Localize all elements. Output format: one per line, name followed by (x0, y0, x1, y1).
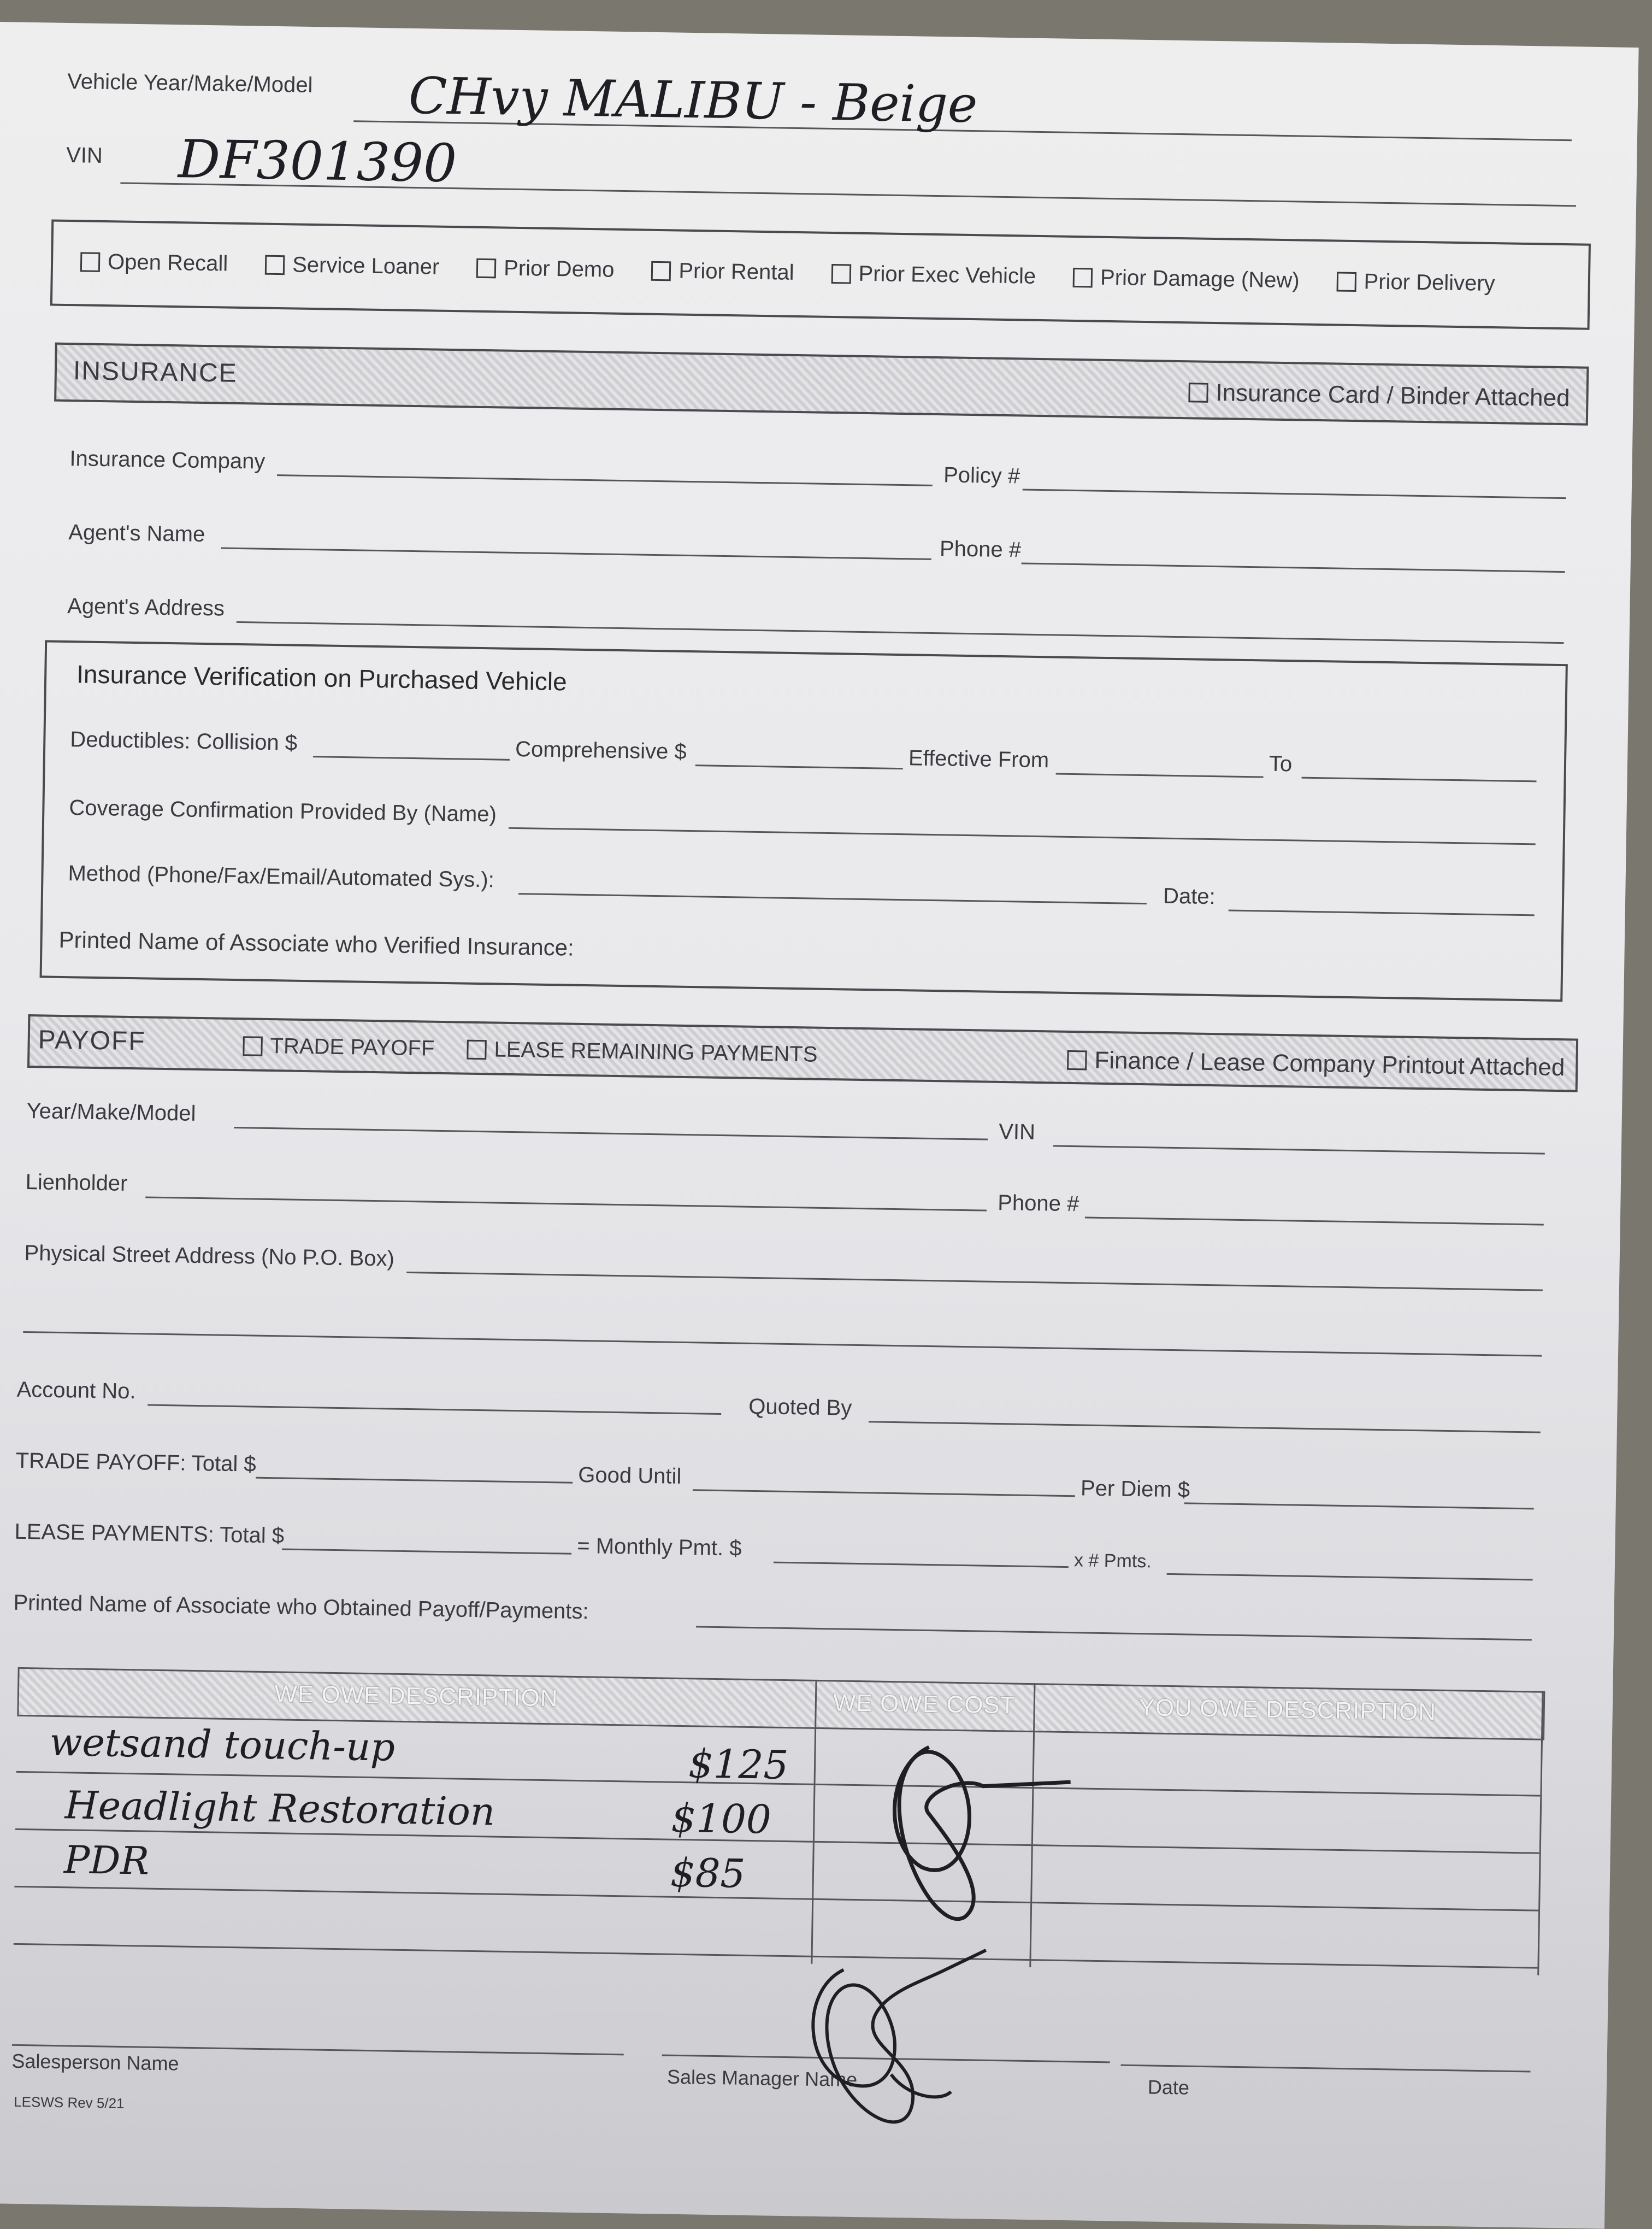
prior-exec-vehicle-checkbox[interactable]: Prior Exec Vehicle (831, 261, 1036, 289)
policy-label: Policy # (943, 463, 1020, 489)
manager-initials-signature (849, 1702, 1116, 1946)
row-line-2 (15, 1828, 1539, 1854)
sales-manager-signature (775, 1936, 1008, 2159)
verification-date-field[interactable] (1229, 910, 1535, 916)
policy-field[interactable] (1023, 489, 1566, 499)
form-page (0, 22, 1639, 2229)
you-owe-description-header: YOU OWE DESCRIPTION (1138, 1694, 1437, 1726)
vehicle-flags-box (50, 220, 1591, 330)
we-owe-description-header: WE OWE DESCRIPTION (274, 1680, 558, 1712)
open-recall-checkbox[interactable]: Open Recall (80, 249, 228, 276)
vin-label: VIN (66, 143, 103, 168)
insurance-company-field[interactable] (277, 474, 933, 486)
agent-phone-field[interactable] (1022, 562, 1565, 573)
confirmation-field[interactable] (509, 827, 1536, 845)
payoff-printed-name-field[interactable] (696, 1626, 1532, 1640)
salesperson-label: Salesperson Name (11, 2049, 179, 2075)
account-label: Account No. (16, 1377, 136, 1404)
per-diem-label: Per Diem $ (1080, 1476, 1190, 1502)
vehicle-flags (80, 249, 1495, 296)
deductibles-label: Deductibles: Collision $ (70, 727, 298, 755)
effective-from-label: Effective From (908, 746, 1049, 773)
trade-total-label: TRADE PAYOFF: Total $ (15, 1448, 257, 1477)
monthly-pmt-field[interactable] (774, 1562, 1069, 1568)
agent-address-field[interactable] (237, 621, 1564, 644)
payoff-header-bar (27, 1014, 1578, 1092)
printout-attached-checkbox[interactable]: Finance / Lease Company Printout Attached (1067, 1046, 1565, 1081)
physical-address-label: Physical Street Address (No P.O. Box) (24, 1240, 395, 1271)
vehicle-label: Vehicle Year/Make/Model (67, 69, 313, 98)
good-until-field[interactable] (693, 1489, 1075, 1497)
confirmation-label: Coverage Confirmation Provided By (Name) (69, 796, 497, 827)
vin-value: DF301390 (178, 128, 457, 195)
we-owe-row-3-description: PDR (63, 1837, 150, 1884)
we-owe-table (14, 1667, 1542, 1975)
we-owe-row-2-cost: $100 (670, 1795, 772, 1843)
form-code: LESWS Rev 5/21 (13, 2093, 125, 2112)
lienholder-label: Lienholder (25, 1169, 128, 1196)
quoted-by-label: Quoted By (748, 1394, 852, 1420)
collision-field[interactable] (313, 756, 510, 761)
row-line-4 (14, 1943, 1538, 1969)
quoted-by-field[interactable] (869, 1421, 1541, 1433)
row-line-3 (14, 1886, 1538, 1912)
prior-damage-checkbox[interactable]: Prior Damage (New) (1073, 265, 1300, 293)
effective-from-field[interactable] (1056, 773, 1264, 778)
lienholder-phone-label: Phone # (997, 1190, 1079, 1216)
payoff-vin-label: VIN (998, 1119, 1036, 1145)
payoff-header: PAYOFF (38, 1025, 146, 1056)
physical-address-field-2[interactable] (23, 1331, 1542, 1357)
num-pmts-label: x # Pmts. (1073, 1550, 1152, 1572)
payoff-vin-field[interactable] (1053, 1145, 1545, 1155)
good-until-label: Good Until (578, 1462, 682, 1489)
lease-total-field[interactable] (282, 1548, 571, 1554)
method-label: Method (Phone/Fax/Email/Automated Sys.): (68, 861, 495, 892)
lease-remaining-checkbox[interactable]: LEASE REMAINING PAYMENTS (467, 1037, 818, 1067)
we-owe-row-1-description: wetsand touch-up (49, 1719, 396, 1770)
per-diem-field[interactable] (1184, 1502, 1534, 1509)
service-loaner-checkbox[interactable]: Service Loaner (265, 252, 440, 280)
insurance-verification-box (40, 640, 1568, 1002)
to-label: To (1268, 751, 1293, 777)
comprehensive-label: Comprehensive $ (515, 737, 687, 764)
insurance-card-checkbox[interactable]: Insurance Card / Binder Attached (1188, 379, 1570, 412)
footer-date-label: Date (1147, 2075, 1190, 2099)
verified-by-label: Printed Name of Associate who Verified Insurance: (58, 926, 575, 961)
prior-delivery-checkbox[interactable]: Prior Delivery (1336, 269, 1495, 296)
insurance-header-bar (54, 343, 1589, 426)
prior-rental-checkbox[interactable]: Prior Rental (651, 258, 794, 285)
we-owe-cost-header: WE OWE COST (833, 1689, 1016, 1719)
we-owe-row-1-cost: $125 (688, 1740, 789, 1789)
to-field[interactable] (1302, 777, 1537, 783)
lease-total-label: LEASE PAYMENTS: Total $ (14, 1519, 285, 1548)
vehicle-value: CHvy MALIBU - Beige (408, 66, 978, 134)
agent-phone-label: Phone # (939, 537, 1022, 562)
lienholder-phone-field[interactable] (1085, 1216, 1544, 1225)
trade-total-field[interactable] (256, 1477, 573, 1484)
payoff-ymm-field[interactable] (234, 1127, 988, 1140)
agent-address-label: Agent's Address (67, 594, 225, 621)
footer-date-line[interactable] (1120, 2065, 1530, 2073)
verification-title: Insurance Verification on Purchased Vehicle (76, 660, 568, 696)
insurance-company-label: Insurance Company (69, 446, 266, 474)
monthly-pmt-label: = Monthly Pmt. $ (576, 1533, 742, 1561)
payoff-ymm-label: Year/Make/Model (26, 1099, 196, 1126)
insurance-header: INSURANCE (73, 356, 238, 388)
agent-name-label: Agent's Name (68, 520, 205, 547)
agent-name-field[interactable] (221, 547, 931, 560)
payoff-printed-name-label: Printed Name of Associate who Obtained Payoff/Payments: (13, 1590, 589, 1624)
trade-payoff-checkbox[interactable]: TRADE PAYOFF (243, 1033, 434, 1061)
lienholder-field[interactable] (145, 1196, 987, 1211)
we-owe-row-2-description: Headlight Restoration (64, 1783, 495, 1834)
method-field[interactable] (518, 893, 1147, 904)
account-field[interactable] (148, 1404, 721, 1415)
verification-date-label: Date: (1163, 884, 1216, 909)
prior-demo-checkbox[interactable]: Prior Demo (476, 256, 615, 283)
num-pmts-field[interactable] (1167, 1573, 1533, 1581)
physical-address-field[interactable] (406, 1272, 1543, 1291)
we-owe-row-3-cost: $85 (670, 1849, 746, 1897)
comprehensive-field[interactable] (695, 764, 903, 769)
sales-manager-label: Sales Manager Name (666, 2065, 858, 2091)
